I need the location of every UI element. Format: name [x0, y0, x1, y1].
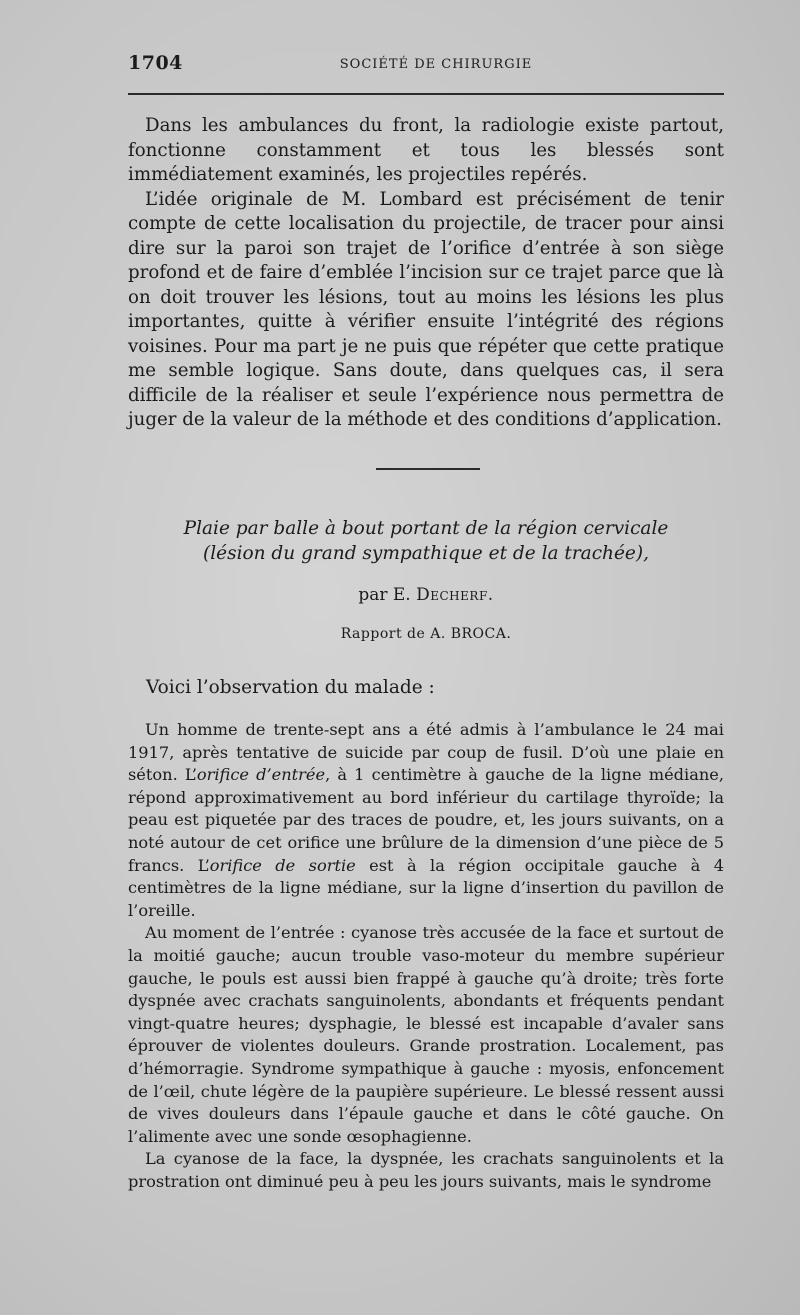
- text-run: , à 1 centimètre à gauche de la ligne médiane, répond approximativement au bord inférieur du cartilage thyroïde; la peau est piquetée par des traces de poudre, et, les jours suivants, on a noté autour de cet orifice une brûlure de la dimension d’une pièce de 5 francs. L’: [128, 765, 725, 875]
- observation-paragraph: [128, 719, 724, 922]
- article-author: [128, 585, 724, 605]
- section-divider: [376, 468, 480, 470]
- page-number: 1704: [128, 52, 183, 74]
- intro-text: [128, 114, 724, 433]
- observation-intro: Voici l’observation du malade :: [146, 677, 435, 698]
- italic-run: orifice de sortie: [209, 855, 356, 875]
- article-title: [128, 516, 724, 566]
- article-title-line: Plaie par balle à bout portant de la région cervicale: [183, 518, 669, 539]
- author-name: Decherf.: [416, 585, 494, 605]
- intro-paragraph: Dans les ambulances du front, la radiologie existe partout, fonctionne constamment et tous les blessés sont immédiatement examinés, les projectiles repérés.: [128, 115, 724, 185]
- intro-paragraph: L’idée originale de M. Lombard est précisément de tenir compte de cette localisation du projectile, de tracer pour ainsi dire sur la paroi son trajet de l’orifice d’entrée à son siège profond et de faire d’emblée l’incision sur ce trajet parce que là on doit trouver les lésions, tout au moins les lésions les plus importantes, quitte à vérifier ensuite l’intégrité des régions voisines. Pour ma part je ne puis que répéter que cette pratique me semble logique. Sans doute, dans quelques cas, il sera difficile de la réaliser et seule l’expérience nous permettra de juger de la valeur de la méthode et des conditions d’application.: [128, 188, 724, 430]
- italic-run: orifice d’entrée: [196, 765, 326, 785]
- text-run: Un homme de trente-sept ans a été admis à l’ambulance le 24 mai 1917, après tentative de suicide par coup de fusil. D’où une plaie en séton. L’: [128, 720, 724, 785]
- running-head: SOCIÉTÉ DE CHIRURGIE: [339, 57, 533, 72]
- text-run: est à la région occipitale gauche à 4 centimètres de la ligne médiane, sur la ligne d’insertion du pavillon de l’oreille.: [128, 855, 724, 920]
- page-header: [128, 52, 724, 76]
- observation-paragraph: La cyanose de la face, la dyspnée, les crachats sanguinolents et la prostration ont diminué peu à peu les jours suivants, mais le syndrome: [128, 1149, 724, 1191]
- author-prefix: par E.: [358, 585, 411, 605]
- observation-paragraph: Au moment de l’entrée : cyanose très accusée de la face et surtout de la moitié gauche; aucun trouble vaso-moteur du membre supérieur gauche, le pouls est aussi bien frappé à gauche qu’à droite; très forte dyspnée avec crachats sanguinolents, abondants et fréquents pendant vingt-quatre heures; dysphagie, le blessé est incapable d’avaler sans éprouver de violentes douleurs. Grande prostration. Localement, pas d’hémorragie. Syndrome sympathique à gauche : myosis, enfoncement de l’œil, chute légère de la paupière supérieure. Le blessé ressent aussi de vives douleurs dans l’épaule gauche et dans le côté gauche. On l’alimente avec une sonde œsophagienne.: [128, 923, 724, 1146]
- article-title-line: (lésion du grand sympathique et de la trachée),: [203, 543, 649, 564]
- observation-text: [128, 719, 724, 1193]
- header-rule: [128, 93, 724, 95]
- report-byline: Rapport de A. BROCA.: [340, 626, 512, 642]
